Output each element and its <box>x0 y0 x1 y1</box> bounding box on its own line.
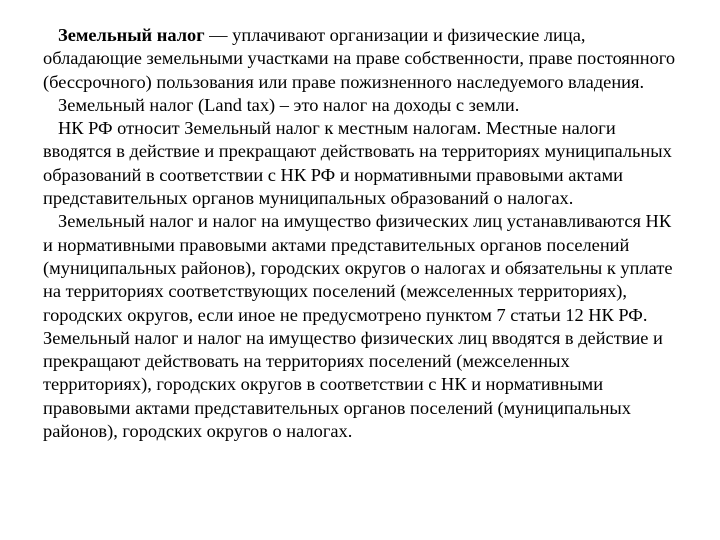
definition-text: — уплачивают организации и физические лица, обладающие земельными участками на праве собственности, праве постоянного (бессрочного) пользования или праве пожизненного наследуемого владения. <box>43 25 676 92</box>
paragraph-establishment: Земельный налог и налог на имущество физических лиц устанавливаются НК и нормативными правовыми актами представительных органов поселений (муниципальных районов), городских округов о налогах и обязательны к уплате на территориях соответствующих поселений (межселенных территориях), городских округов, если иное не предусмотрено пунктом 7 статьи 12 НК РФ. <box>43 211 673 325</box>
document-body <box>43 24 683 443</box>
term-heading: Земельный налог <box>58 25 205 45</box>
paragraph-land-tax: Земельный налог (Land tax) – это налог на доходы с земли. <box>58 94 520 115</box>
paragraph-local-taxes: НК РФ относит Земельный налог к местным налогам. Местные налоги вводятся в действие и прекращают действовать на территориях муниципальных образований в соответствии с НК РФ и нормативными правовыми актами представительных органов муниципальных образований о налогах. <box>43 118 672 209</box>
paragraph-enactment: Земельный налог и налог на имущество физических лиц вводятся в действие и прекращают действовать на территориях поселений (межселенных территориях), городских округов в соответствии с НК и нормативными правовыми актами представительных органов поселений (муниципальных районов), городских округов о налогах. <box>43 327 663 442</box>
paragraph-definition <box>43 24 683 94</box>
